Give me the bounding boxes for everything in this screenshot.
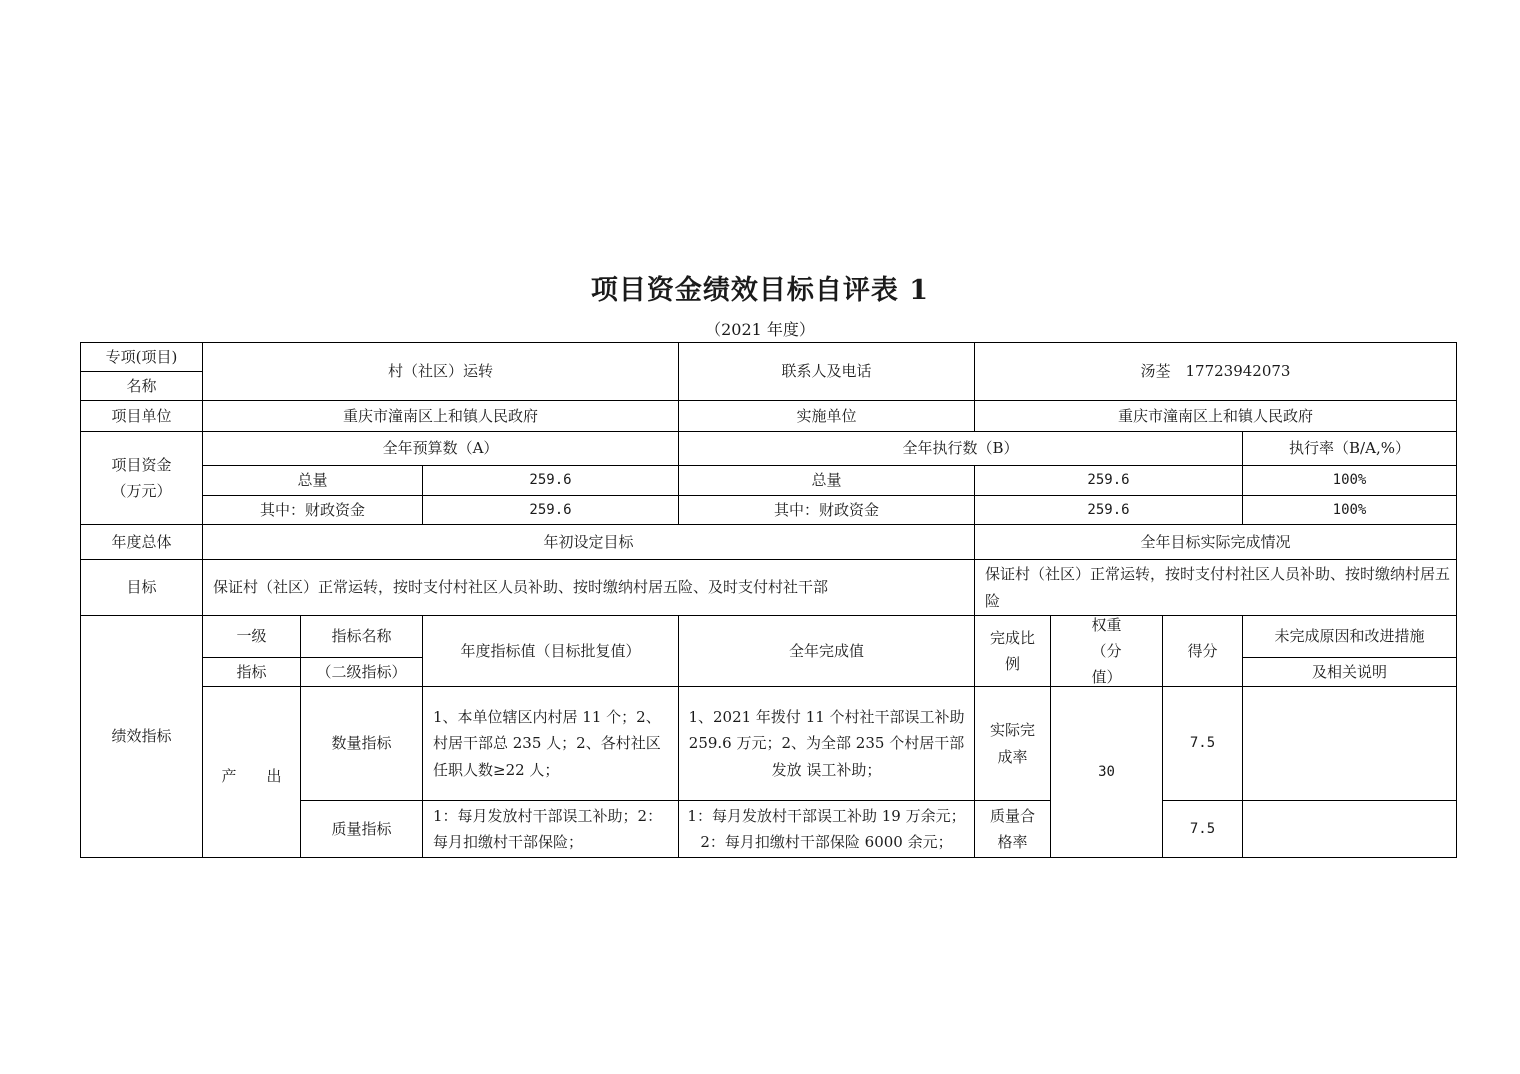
funds-label — [80, 431, 203, 525]
budget-header: 全年预算数（A） — [202, 431, 679, 466]
rate-header: 执行率（B/A,%） — [1242, 431, 1457, 466]
header-target: 年度指标值（目标批复值） — [422, 615, 679, 687]
funds-label-line1: 项目资金 — [111, 455, 172, 474]
goals-label-bottom: 目标 — [80, 559, 203, 616]
total-exec: 259.6 — [974, 465, 1243, 496]
fiscal-rate: 100% — [1242, 495, 1457, 525]
header-ratio: 完成比例 — [974, 615, 1051, 687]
row2-name: 质量指标 — [300, 800, 423, 858]
impl-value: 重庆市潼南区上和镇人民政府 — [974, 400, 1457, 432]
goals-label-top: 年度总体 — [80, 524, 203, 560]
indicators-label: 绩效指标 — [80, 615, 203, 858]
funds-label-line2: （万元） — [111, 482, 172, 500]
header-name-bottom: （二级指标） — [300, 657, 423, 687]
unit-value: 重庆市潼南区上和镇人民政府 — [202, 400, 679, 432]
total-label: 总量 — [202, 465, 423, 496]
total-budget: 259.6 — [422, 465, 679, 496]
contact-label: 联系人及电话 — [678, 342, 975, 401]
header-name-top: 指标名称 — [300, 615, 423, 658]
fiscal-exec-label: 其中：财政资金 — [678, 495, 975, 525]
fiscal-budget: 259.6 — [422, 495, 679, 525]
row2-score: 7.5 — [1162, 800, 1243, 858]
row1-ratio: 实际完成率 — [974, 686, 1051, 801]
unit-label: 项目单位 — [80, 400, 203, 432]
row2-ratio: 质量合格率 — [974, 800, 1051, 858]
header-weight: 权重（分值） — [1050, 615, 1163, 687]
fiscal-exec: 259.6 — [974, 495, 1243, 525]
header-level1-bottom: 指标 — [202, 657, 301, 687]
header-score: 得分 — [1162, 615, 1243, 687]
goals-set-text: 保证村（社区）正常运转，按时支付村社区人员补助、按时缴纳村居五险、及时支付村社干部 — [202, 559, 975, 616]
row2-target: 1：每月发放村干部误工补助；2：每月扣缴村干部保险； — [422, 800, 679, 858]
header-done: 全年完成值 — [678, 615, 975, 687]
weight-value: 30 — [1050, 686, 1163, 858]
exec-header: 全年执行数（B） — [678, 431, 1243, 466]
total-exec-label: 总量 — [678, 465, 975, 496]
project-name-value: 村（社区）运转 — [202, 342, 679, 401]
category-output: 产 出 — [202, 686, 301, 858]
row1-target: 1、本单位辖区内村居 11 个；2、村居干部总 235 人；2、各村社区任职人数≥22 人； — [422, 686, 679, 801]
header-reason-bottom: 及相关说明 — [1242, 657, 1457, 687]
document-title: 项目资金绩效目标自评表 1 — [590, 275, 930, 306]
fiscal-label: 其中：财政资金 — [202, 495, 423, 525]
row1-reason — [1242, 686, 1457, 801]
goals-actual-header: 全年目标实际完成情况 — [974, 524, 1457, 560]
project-name-label-top: 专项(项目) — [80, 342, 203, 372]
document-year: （2021 年度） — [705, 320, 815, 339]
total-rate: 100% — [1242, 465, 1457, 496]
row1-name: 数量指标 — [300, 686, 423, 801]
goals-actual-text: 保证村（社区）正常运转，按时支付村社区人员补助、按时缴纳村居五险 — [974, 559, 1457, 616]
row2-done: 1：每月发放村干部误工补助 19 万余元；2：每月扣缴村干部保险 6000 余元； — [678, 800, 975, 858]
contact-value: 汤荃 17723942073 — [974, 342, 1457, 401]
header-reason-top: 未完成原因和改进措施 — [1242, 615, 1457, 658]
header-level1-top: 一级 — [202, 615, 301, 658]
row1-done: 1、2021 年拨付 11 个村社干部误工补助 259.6 万元；2、为全部 235 个村居干部发放 误工补助； — [678, 686, 975, 801]
row1-score: 7.5 — [1162, 686, 1243, 801]
impl-label: 实施单位 — [678, 400, 975, 432]
goals-set-header: 年初设定目标 — [202, 524, 975, 560]
project-name-label-bottom: 名称 — [80, 371, 203, 401]
row2-reason — [1242, 800, 1457, 858]
